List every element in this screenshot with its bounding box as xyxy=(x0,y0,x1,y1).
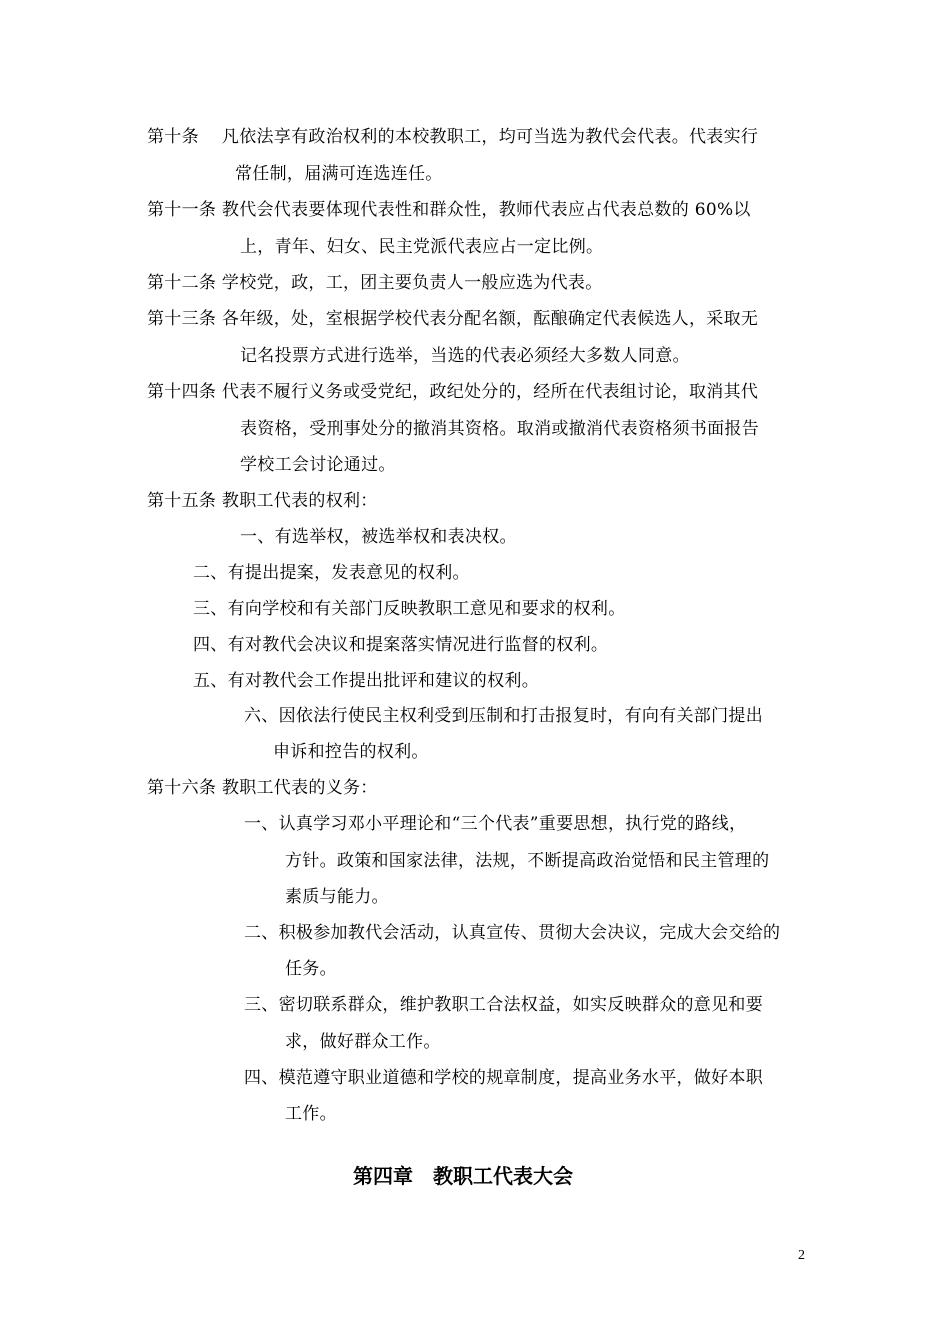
text-line: 上，青年、妇女、民主党派代表应占一定比例。 xyxy=(240,237,604,257)
text-line: 方针。政策和国家法律，法规，不断提高政治觉悟和民主管理的 xyxy=(285,851,770,871)
text-line: 五、有对教代会工作提出批评和建议的权利。 xyxy=(193,671,539,691)
text-line: 一、认真学习邓小平理论和“三个代表”重要思想，执行党的路线， xyxy=(244,814,747,834)
text-line: 第十二条 学校党，政，工，团主要负责人一般应选为代表。 xyxy=(147,273,603,293)
text-line: 常任制，届满可连选连任。 xyxy=(235,164,443,184)
text-line: 四、有对教代会决议和提案落实情况进行监督的权利。 xyxy=(193,635,609,655)
text-line: 六、因依法行使民主权利受到压制和打击报复时，有向有关部门提出 xyxy=(244,706,763,726)
text-line: 表资格，受刑事处分的撤消其资格。取消或撤消代表资格须书面报告 xyxy=(240,419,759,439)
text-line: 任务。 xyxy=(285,959,337,979)
text-line: 工作。 xyxy=(285,1104,337,1124)
text-line: 第十三条 各年级，处，室根据学校代表分配名额，酝酿确定代表候选人，采取无 xyxy=(147,309,759,329)
text-line: 第十五条 教职工代表的权利： xyxy=(147,491,378,511)
text-line: 四、模范遵守职业道德和学校的规章制度，提高业务水平，做好本职 xyxy=(244,1068,763,1088)
text-line: 第十六条 教职工代表的义务： xyxy=(147,778,378,798)
page-number: 2 xyxy=(798,1248,805,1263)
text-line: 三、有向学校和有关部门反映教职工意见和要求的权利。 xyxy=(193,599,626,619)
text-line: 申诉和控告的权利。 xyxy=(273,742,429,762)
text-line: 三、密切联系群众，维护教职工合法权益，如实反映群众的意见和要 xyxy=(244,995,763,1015)
text-line: 一、有选举权，被选举权和表决权。 xyxy=(240,527,517,547)
chapter-heading: 第四章 教职工代表大会 xyxy=(353,1164,573,1188)
text-line: 二、积极参加教代会活动，认真宣传、贯彻大会决议，完成大会交给的 xyxy=(244,923,781,943)
text-line: 记名投票方式进行选举，当选的代表必须经大多数人同意。 xyxy=(240,346,690,366)
text-line: 第十一条 教代会代表要体现代表性和群众性，教师代表应占代表总数的 60%以 xyxy=(147,200,751,220)
text-line: 第十四条 代表不履行义务或受党纪，政纪处分的，经所在代表组讨论，取消其代 xyxy=(147,382,759,402)
text-line: 第十条 凡依法享有政治权利的本校教职工，均可当选为教代会代表。代表实行 xyxy=(147,127,759,147)
text-line: 二、有提出提案，发表意见的权利。 xyxy=(193,563,470,583)
text-line: 求，做好群众工作。 xyxy=(285,1032,441,1052)
text-line: 学校工会讨论通过。 xyxy=(240,455,396,475)
text-line: 素质与能力。 xyxy=(285,887,389,907)
